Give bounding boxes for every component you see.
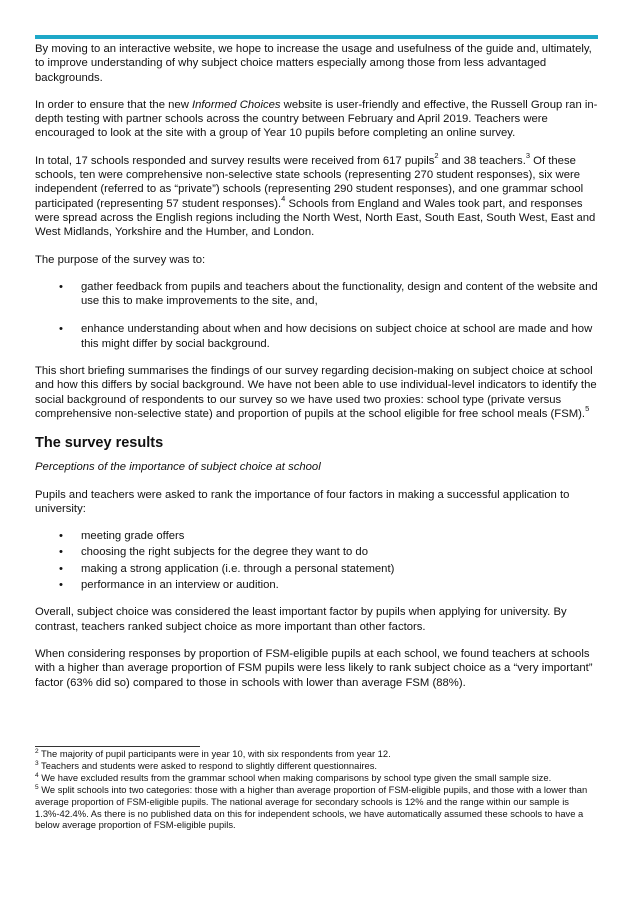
intro-paragraph-1: By moving to an interactive website, we hope to increase the usage and usefulness of the guide and, ultimately, to improve understanding of why subject choice matters especially among those from less advantaged backgrounds. [35, 43, 592, 84]
footnote-ref-4[interactable]: 4 [281, 193, 286, 203]
footnote-4 [35, 772, 600, 784]
intro-p3-part-a: In total, 17 schools responded and survey results were received from 617 pupils [35, 154, 435, 167]
factor-text: performance in an interview or audition. [81, 579, 279, 592]
footnote-divider [35, 746, 200, 747]
intro-paragraph-3 [35, 151, 600, 240]
intro-paragraph-4: The purpose of the survey was to: [35, 253, 206, 266]
bullet-icon: • [59, 530, 63, 543]
bullet-icon: • [59, 546, 63, 559]
results-paragraph-3: When considering responses by proportion of FSM-eligible pupils at each school, we found teachers at schools with a higher than average proportion of FSM pupils were less likely to rank subject choice as a “very important” factor (63% did so) compared to those in schools with lower than average FSM (88%). [35, 647, 593, 689]
list-item [35, 562, 600, 576]
footnote-ref-2[interactable]: 2 [434, 151, 439, 161]
footnote-ref-3[interactable]: 3 [525, 151, 531, 161]
footnote-5 [35, 784, 600, 832]
bullet-icon: • [59, 280, 63, 293]
bullet-icon: • [59, 579, 63, 592]
list-item [35, 280, 600, 309]
footnote-number: 3 [35, 759, 39, 767]
purpose-item-text: enhance understanding about when and how decisions on subject choice at school are made and how this might differ by social background. [81, 323, 593, 350]
section-subheading: Perceptions of the importance of subject choice at school [35, 461, 321, 474]
intro-p2-start: In order to ensure that the new [35, 98, 192, 111]
header-accent-rule [35, 35, 598, 39]
list-item [35, 545, 600, 559]
list-item [35, 529, 600, 543]
intro-p3-part-d: Schools from England and Wales took part, and responses were spread across the English regions including the North West, North East, South East, South West, East and West Midlands, Yorkshire and the Humber, and London. [35, 197, 596, 239]
footnote-text: We have excluded results from the grammar school when making comparisons by school type given the small sample size. [38, 771, 552, 783]
purpose-list [35, 280, 600, 351]
footnote-ref-5[interactable]: 5 [585, 404, 590, 414]
factor-text: choosing the right subjects for the degree they want to do [81, 546, 368, 559]
factor-text: making a strong application (i.e. through a personal statement) [81, 562, 395, 575]
intro-paragraph-2 [35, 98, 600, 141]
section-heading: The survey results [35, 435, 164, 452]
list-item [35, 578, 600, 592]
footnote-3 [35, 760, 600, 772]
factor-text: meeting grade offers [81, 530, 185, 543]
results-paragraph-2: Overall, subject choice was considered the least important factor by pupils when applying for university. By contrast, teachers ranked subject choice as more important than other factors. [35, 606, 567, 633]
intro-p3-part-c: Of these schools, ten were comprehensive non-selective state schools (representing 270 student responses), six were independent (referred to as “private”) schools (representing 290 student responses), and one grammar school participated (representing 57 student responses). [35, 154, 584, 210]
bullet-icon: • [59, 562, 63, 575]
list-item [35, 322, 600, 351]
results-paragraph-1: Pupils and teachers were asked to rank the importance of four factors in making a successful application to university: [35, 488, 570, 515]
page-body [35, 42, 600, 703]
informed-choices-title: Informed Choices [192, 98, 281, 111]
footnote-number: 4 [35, 771, 39, 779]
footnote-text: The majority of pupil participants were in year 10, with six respondents from year 12. [38, 748, 391, 759]
footnotes [35, 748, 600, 831]
footnote-text: We split schools into two categories: those with a higher than average proportion of FSM-eligible pupils, and those with a lower than average proportion of FSM-eligible pupils. The national average for secondary schools is 12% and the range within our sample is 1.3%-42.4%. As there is no published data on this for independent schools, we have automatically assumed these schools to have a below average proportion of FSM-eligible pupils. [35, 783, 588, 831]
footnote-text: Teachers and students were asked to respond to slightly different questionnaires. [38, 759, 378, 771]
intro-p3-part-b: and 38 teachers. [438, 154, 526, 167]
footnote-number: 2 [35, 747, 39, 755]
factors-list [35, 529, 600, 592]
purpose-item-text: gather feedback from pupils and teachers about the functionality, design and content of the website and use this to make improvements to the site, and, [81, 280, 598, 308]
intro-paragraph-5 [35, 364, 600, 421]
intro-p2-end: website is user-friendly and effective, the Russell Group ran in-depth testing with partner schools across the country between February and April 2019. Teachers were encouraged to look at the site with a group of Year 10 pupils before completing an online survey. [35, 98, 598, 140]
intro-p5-text: This short briefing summarises the findings of our survey regarding decision-making on subject choice at school and how this differs by social background. We have not been able to use individual-level indicators to identify the social background of respondents to our survey so we have used two proxies: school type (private versus comprehensive non-selective state) and proportion of pupils at the school eligible for free school meals (FSM). [35, 365, 597, 420]
footnote-2 [35, 748, 600, 760]
footnote-number: 5 [35, 783, 39, 791]
bullet-icon: • [59, 323, 63, 336]
